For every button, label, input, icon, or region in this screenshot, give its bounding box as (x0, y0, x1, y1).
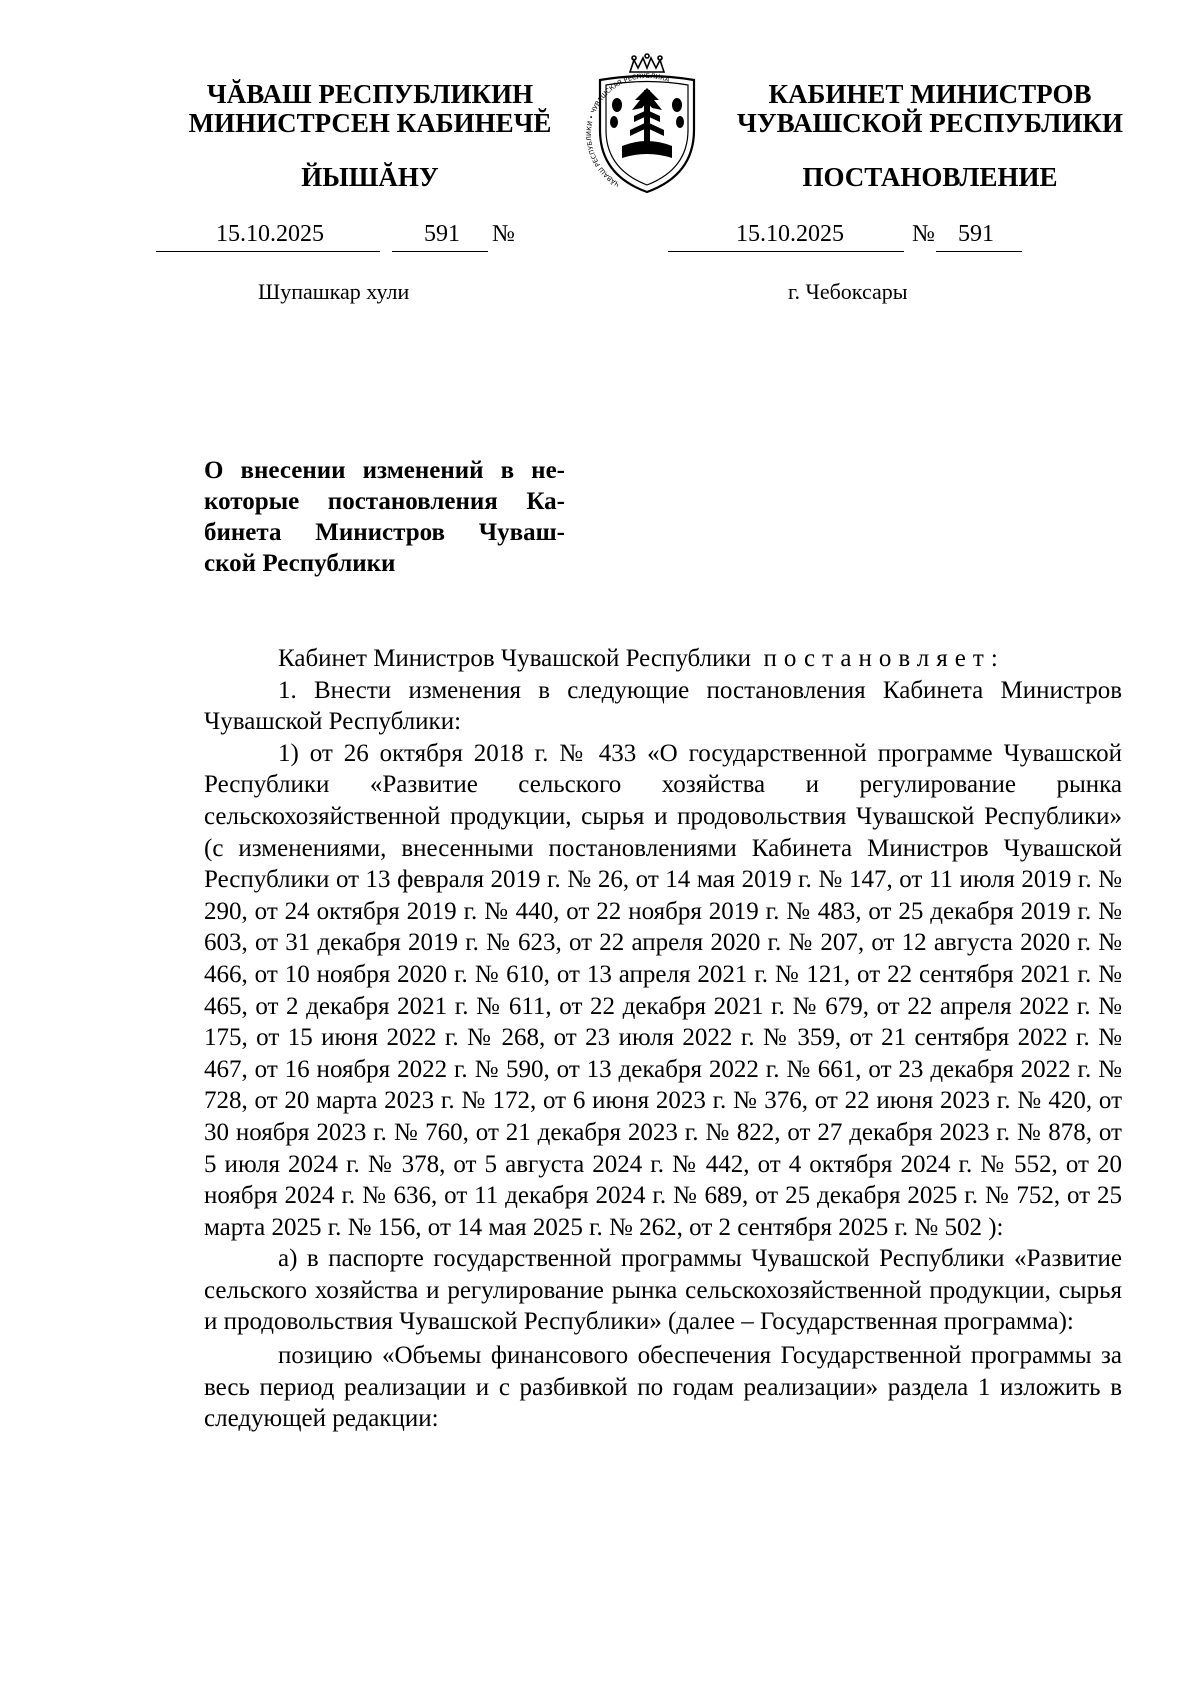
subject-line-3: бинета Министров Чуваш- (204, 519, 565, 546)
right-org-line-1: КАБИНЕТ МИНИСТРОВ (768, 79, 1092, 109)
right-date-underline (668, 251, 904, 252)
left-place: Шупашкар хули (258, 279, 410, 304)
right-doc-type: ПОСТАНОВЛЕНИЕ (802, 162, 1058, 192)
left-org-line-1: ЧĂВАШ РЕСПУБЛИКИН (206, 79, 534, 109)
left-date: 15.10.2025 (216, 221, 324, 247)
paragraph-1-1: 1) от 26 октября 2018 г. № 433 «О государственной программе Чувашской Республики «Развитие сельского хозяйства и регулирование рынка сельскохозяйственной продукции, сырья и продовольствия Чувашской Республики» (с изменениями, внесенными постановлениями Кабинета Министров Чувашской Республики от 13 февраля 2019 г. № 26, от 14 мая 2019 г. № 147, от 11 июля 2019 г. № 290, от 24 октября 2019 г. № 440, от 22 ноября 2019 г. № 483, от 25 декабря 2019 г. № 603, от 31 декабря 2019 г. № 623, от 22 апреля 2020 г. № 207, от 12 августа 2020 г. № 466, от 10 ноября 2020 г. № 610, от 13 апреля 2021 г. № 121, от 22 сентября 2021 г. № 465, от 2 декабря 2021 г. № 611, от 22 декабря 2021 г. № 679, от 22 апреля 2022 г. № 175, от 15 июня 2022 г. № 268, от 23 июля 2022 г. № 359, от 21 сентября 2022 г. № 467, от 16 ноября 2022 г. № 590, от 13 декабря 2022 г. № 661, от 23 декабря 2022 г. № 728, от 20 марта 2023 г. № 172, от 6 июня 2023 г. № 376, от 22 июня 2023 г. № 420, от 30 ноября 2023 г. № 760, от 21 декабря 2023 г. № 822, от 27 декабря 2023 г. № 878, от 5 июля 2024 г. № 378, от 5 августа 2024 г. № 442, от 4 октября 2024 г. № 552, от 20 ноября 2024 г. № 636, от 11 декабря 2024 г. № 689, от 25 декабря 2025 г. № 752, от 25 марта 2025 г. № 156, от 14 мая 2025 г. № 262, от 2 сентября 2025 г. № 502 ): (204, 739, 1122, 1241)
subject-line-2: которые постановления Ка- (204, 488, 565, 515)
republic-emblem-icon (572, 50, 722, 200)
document-body (204, 643, 1122, 1435)
left-doc-type: ЙЫШĂНУ (301, 162, 439, 192)
right-date: 15.10.2025 (736, 221, 844, 247)
left-org-line-2: МИНИСТРСЕН КАБИНЕЧĔ (188, 108, 552, 138)
intro-lead: Кабинет Министров Чувашской Республики (278, 645, 752, 672)
document-subject (204, 455, 565, 579)
paragraph-a: а) в паспорте государственной программы Чувашской Республики «Развитие сельского хозяйства и регулирование рынка сельскохозяйственной продукции, сырья и продовольствия Чувашской Республики» (далее – Государственная программа): (204, 1245, 1122, 1336)
left-org-name (170, 80, 570, 138)
left-number-sign: № (492, 221, 515, 247)
intro-colon: : (990, 645, 998, 672)
subject-line-4: ской Республики (204, 550, 396, 577)
left-number: 591 (424, 221, 460, 247)
emblem-ring-text: ЧĂВАШ РЕСПУБЛИКИ • ЧУВАШСКАЯ РЕСПУБЛИКА (585, 71, 671, 189)
intro-verb: постановляет (763, 645, 991, 672)
paragraph-position: позицию «Объемы финансового обеспечения Государственной программы за весь период реализации и с разбивкой по годам реализации» раздела 1 изложить в следующей редакции: (204, 1342, 1122, 1433)
right-place: г. Чебоксары (788, 279, 908, 304)
intro-paragraph (204, 643, 1122, 675)
right-number-underline (936, 251, 1022, 252)
left-date-underline (156, 251, 380, 252)
right-org-line-2: ЧУВАШСКОЙ РЕСПУБЛИКИ (737, 108, 1123, 138)
right-number: 591 (958, 221, 994, 247)
left-number-underline (392, 251, 488, 252)
right-org-name (720, 80, 1140, 138)
paragraph-1: 1. Внести изменения в следующие постановления Кабинета Министров Чувашской Республики: (204, 676, 1122, 736)
subject-line-1: О внесении изменений в не- (204, 457, 565, 484)
right-number-sign: № (912, 221, 935, 247)
